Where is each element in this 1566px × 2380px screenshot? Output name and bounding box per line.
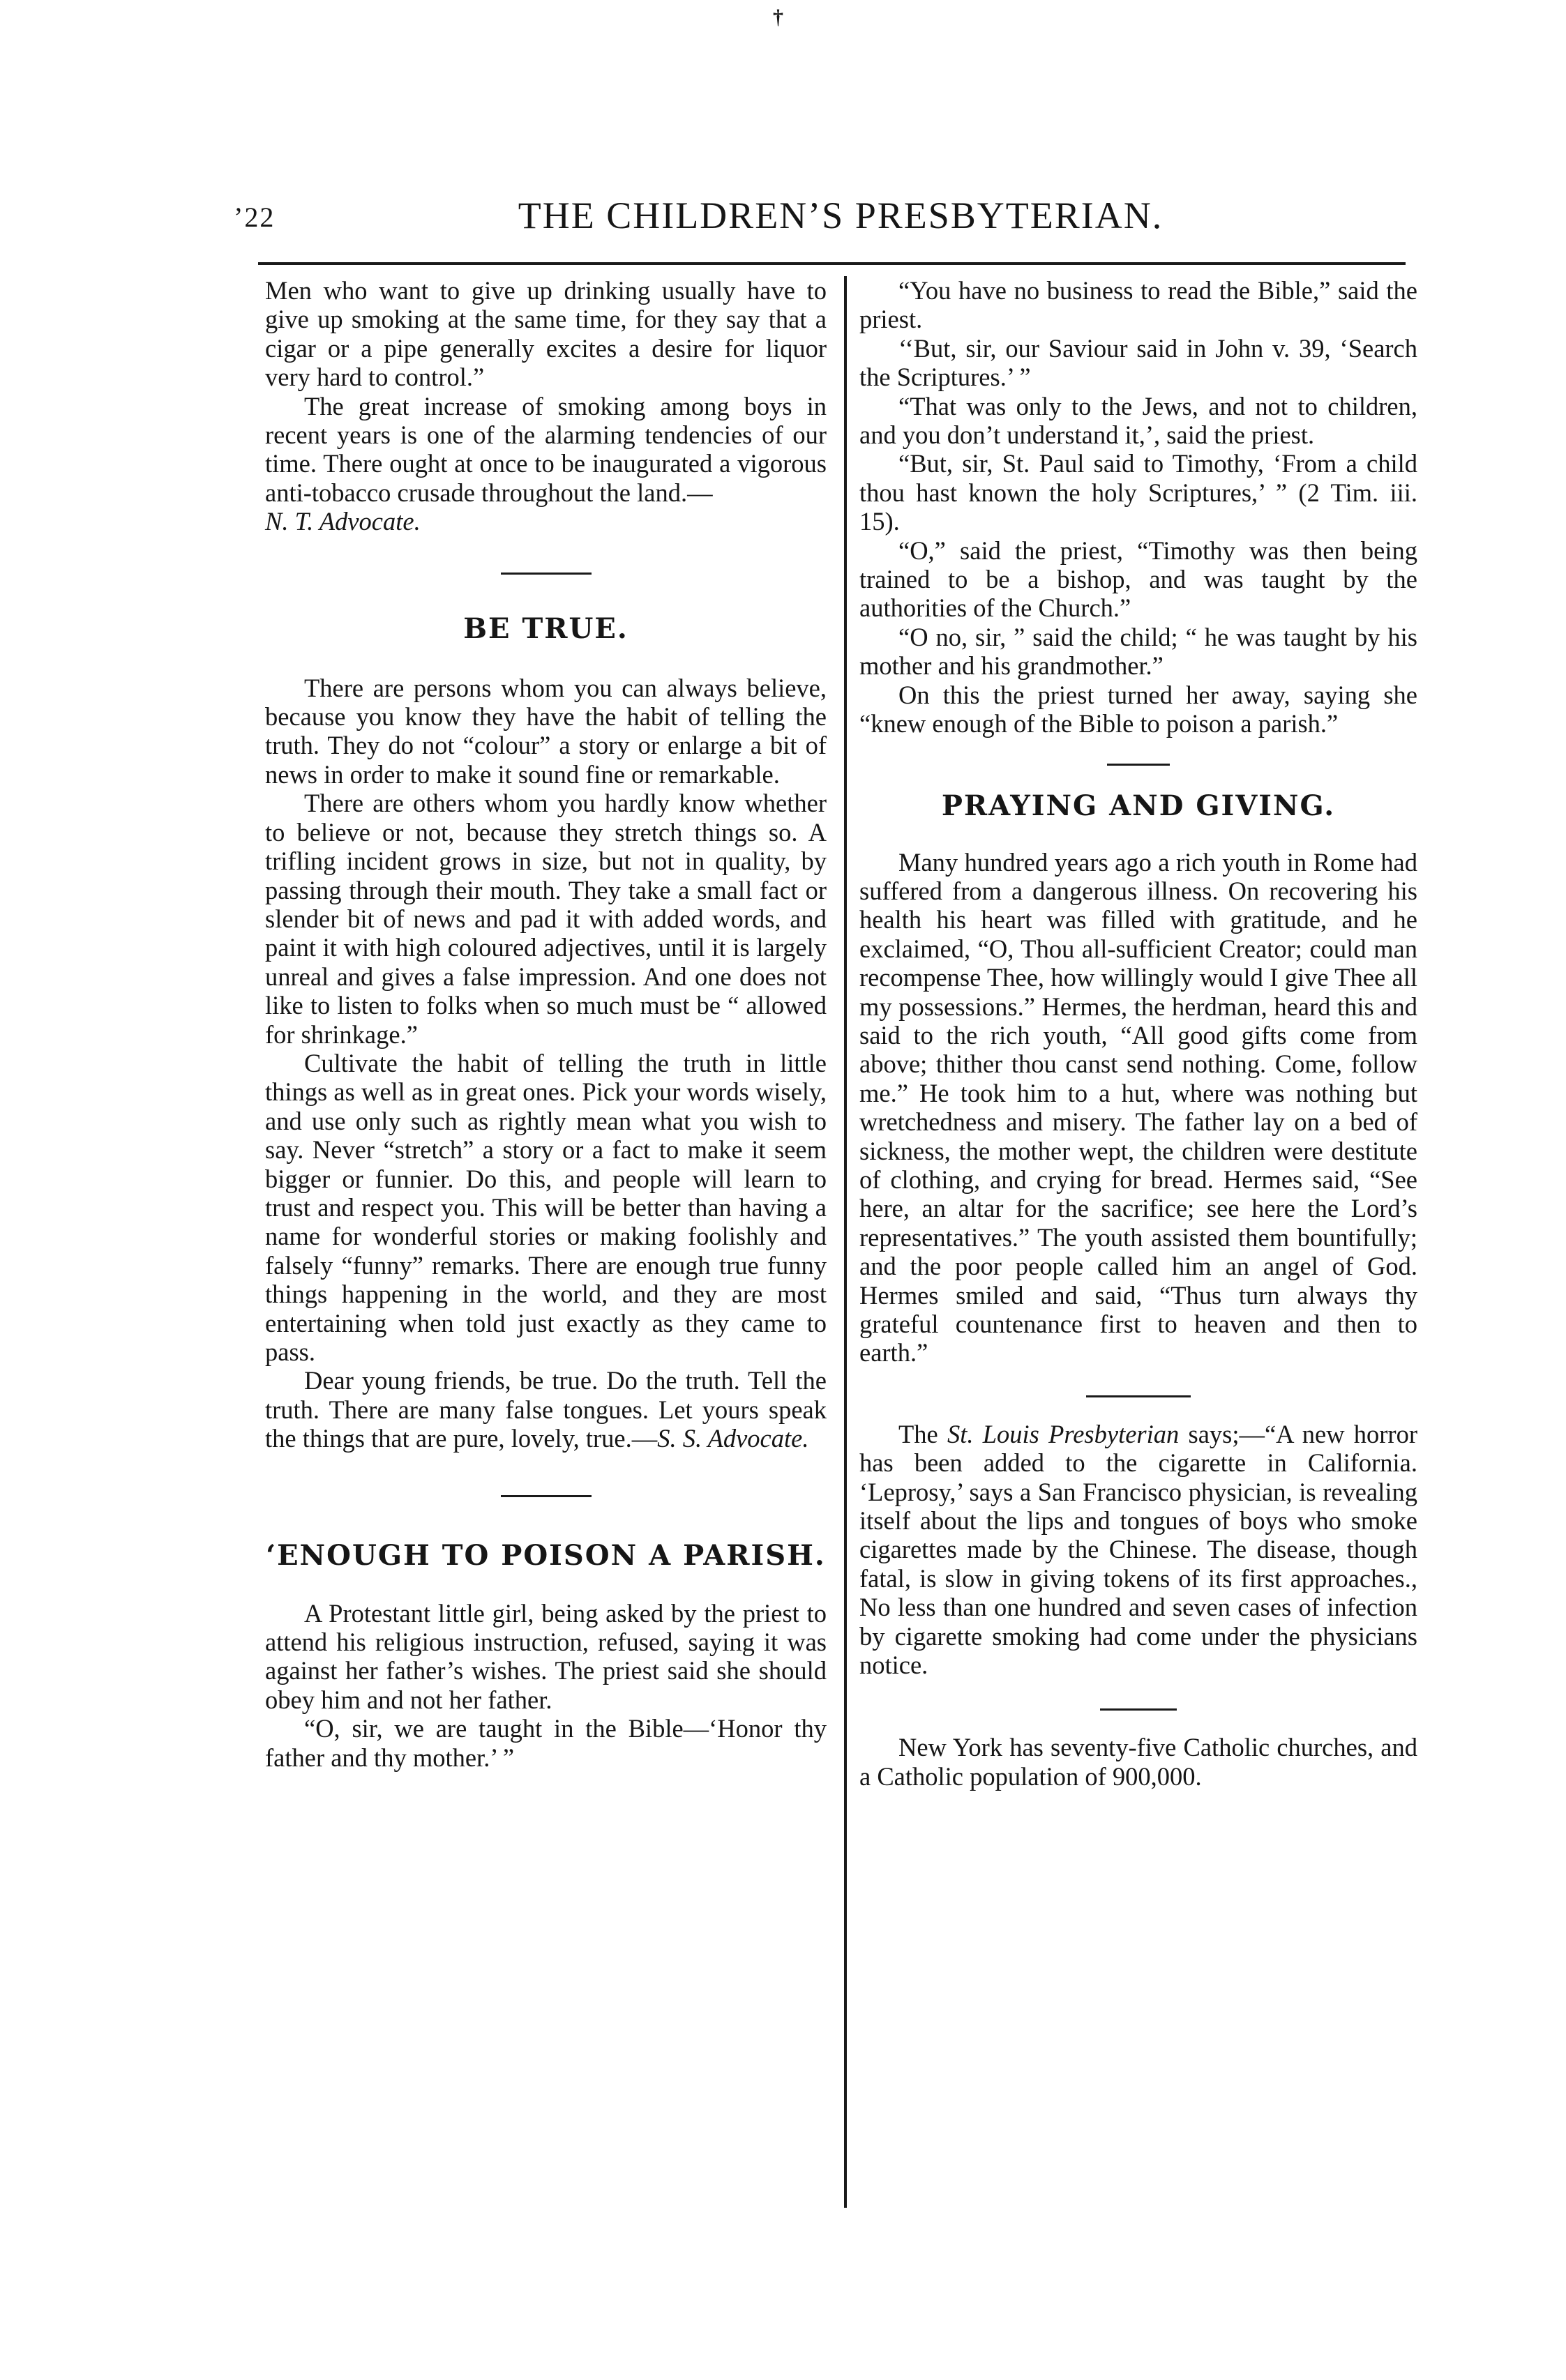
left-column [265,276,827,1772]
paragraph: Many hundred years ago a rich youth in Rome had suffered from a dangerous illness. On recovering his health his heart was filled with gratitude, and he exclaimed, “O, Thou all-sufficient Creator; could man recompense Thee, how willingly would I give Thee all my possessions.” Hermes, the herdman, heard this and said to the rich youth, “All good gifts come from above; thither thou canst send nothing. Come, follow me.” He took him to a hut, where was nothing but wretchedness and misery. The father lay on a bed of sickness, the mother wept, the children were destitute of clothing, and crying for bread. Hermes said, “See here, an altar for the sacrifice; see here the Lord’s representatives.” The youth assisted them bountifully; and the poor people called him an angel of God. Hermes smiled and said, “Thus turn always thy grateful countenance first to heaven and then to earth.” [859,847,1417,1367]
paragraph [265,392,827,536]
paragraph: “O, sir, we are taught in the Bible—‘Honor thy father and thy mother.’ ” [265,1714,827,1772]
article-new-york [859,1733,1417,1791]
article-heading: BE TRUE. [463,612,628,645]
section-separator [1086,1395,1191,1397]
paragraph: There are others whom you hardly know whether to believe or not, because they stretch things so. A trifling incident grows in size, but not in quality, by passing through their mouth. They take a small fact or slender bit of news and pad it with added words, and paint it with high coloured adjectives, until it is largely unreal and gives a false impression. And one does not like to listen to folks when so much must be “ allowed for shrinkage.” [265,789,827,1049]
paragraph: New York has seventy-five Catholic churches, and a Catholic population of 900,000. [859,1733,1417,1791]
paragraph-text: says;—“A new horror has been added to the cigarette in California. ‘Leprosy,’ says a San Francisco physician, is revealing itself about the lips and tongues of boys who smoke cigarettes made by the Chinese. The disease, though fatal, is slow in giving tokens of its first approaches., No less than one hundred and seven cases of infection by cigarette smoking had come under the physicians notice. [859,1419,1417,1680]
paragraph: ‘‘But, sir, our Saviour said in John v. 39, ‘Search the Scriptures.’ ” [859,333,1417,392]
paragraph: Men who want to give up drinking usually have to give up smoking at the same time, for they say that a cigar or a pipe generally excites a desire for liquor very hard to control.” [265,276,827,392]
paragraph: “But, sir, St. Paul said to Timothy, ‘From a child thou hast known the holy Scriptures,’ ” (2 Tim. iii. 15). [859,449,1417,536]
article-heading: ‘ENOUGH TO POISON A PARISH. [266,1538,826,1572]
article-cigarettes [859,1420,1417,1680]
paragraph: There are persons whom you can always believe, because you know they have the habit of telling the truth. They do not “colour” a story or enlarge a bit of news in order to make it sound fine or remarkable. [265,673,827,789]
paragraph: “That was only to the Jews, and not to children, and you don’t understand it,’, said the priest. [859,391,1417,450]
paragraph-text: The [898,1419,947,1448]
column-divider [844,276,847,2208]
source-credit: S. S. Advocate. [657,1424,809,1453]
page-mark: † [773,6,783,29]
right-column [859,276,1417,1791]
source-credit: St. Louis Presbyterian [947,1419,1180,1448]
source-credit: N. T. Advocate. [265,507,421,536]
section-separator [501,573,592,575]
paragraph: On this the priest turned her away, saying she “knew enough of the Bible to poison a parish.” [859,680,1417,738]
section-separator [501,1495,592,1497]
paragraph [265,1366,827,1453]
article-poison-parish-continued [859,276,1417,738]
paragraph: Cultivate the habit of telling the truth in little things as well as in great ones. Pick your words wisely, and use only such as rightly mean what you wish to say. Never “stretch” a story or a fact to make it seem bigger or funnier. Do this, and people will learn to trust and respect you. This will be better than having a name for wonderful stories or making foolishly and falsely “funny” remarks. There are enough true funny things happening in the world, and they are most entertaining when told just exactly as they came to pass. [265,1048,827,1366]
paragraph [859,1420,1417,1680]
page-number: ’22 [234,202,276,233]
paragraph-text: The great increase of smoking among boys in recent years is one of the alarming tendencies of our time. There ought at once to be inaugurated a vigorous anti-tobacco crusade throughout the land.— [265,391,827,507]
paragraph-text: Dear young friends, be true. Do the truth. Tell the truth. There are many false tongues. Let yours speak the things that are pure, lovely, true.— [265,1366,827,1453]
header-rule [258,262,1406,265]
article-heading: PRAYING AND GIVING. [941,789,1336,822]
page-header [234,194,1447,243]
paragraph: A Protestant little girl, being asked by the priest to attend his religious instruction, refused, saying it was against her father’s wishes. The priest said she should obey him and not her father. [265,1598,827,1714]
article-poison-parish [265,1539,827,1772]
article-smoking [265,276,827,536]
paragraph: “O,” said the priest, “Timothy was then being trained to be a bishop, and was taught by the authorities of the Church.” [859,536,1417,623]
section-separator [1107,764,1170,766]
article-praying-giving [859,789,1417,1367]
section-separator [1100,1708,1177,1711]
paragraph: “O no, sir, ” said the child; “ he was taught by his mother and his grandmother.” [859,622,1417,681]
paragraph: “You have no business to read the Bible,” said the priest. [859,276,1417,334]
running-title: THE CHILDREN’S PRESBYTERIAN. [518,195,1164,236]
article-be-true [265,612,827,1453]
